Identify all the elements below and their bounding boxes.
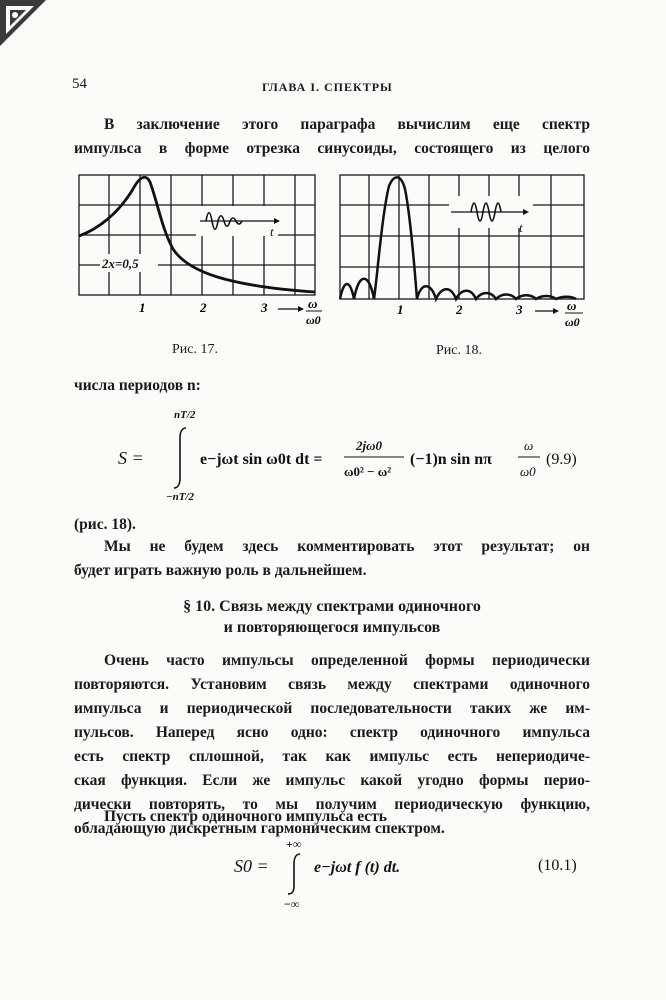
eq-rhs-num: 2jω0 bbox=[356, 438, 383, 453]
text-line: ская функция. Если же импульс какой угодно формы перио- bbox=[74, 772, 590, 789]
integral-sign bbox=[288, 854, 300, 894]
heading-line: § 10. Связь между спектрами одиночного bbox=[183, 598, 481, 615]
fig-ref-line bbox=[74, 513, 590, 537]
eq-integrand: e−jωt sin ω0t dt = bbox=[200, 451, 323, 468]
axis-label-num: ω bbox=[567, 298, 577, 313]
comment-paragraph bbox=[74, 535, 590, 583]
equation-9-9 bbox=[74, 398, 590, 508]
eq-upper-limit: nT/2 bbox=[174, 409, 196, 421]
eq-rhs-den: ω0² − ω² bbox=[344, 464, 392, 479]
eq-rhs-mid: (−1)n sin nπ bbox=[410, 451, 492, 468]
tick-label: 1 bbox=[139, 300, 146, 315]
text-line: Пусть спектр одиночного импульса есть bbox=[104, 808, 387, 825]
eq-lower-limit: −∞ bbox=[284, 897, 300, 911]
fig17-annotation: 2x=0,5 bbox=[102, 256, 139, 271]
eq-lower-limit: −nT/2 bbox=[166, 491, 195, 503]
integral-sign bbox=[174, 428, 186, 488]
axis-label-den: ω0 bbox=[306, 313, 321, 327]
text-line: обладающую дискретным гармоническим спектром. bbox=[74, 820, 445, 837]
text-line: Мы не будем здесь комментировать этот результат; он bbox=[104, 538, 590, 555]
equation-10-1 bbox=[74, 832, 590, 912]
eq-lhs: S0 = bbox=[234, 856, 269, 876]
text-line: числа периодов n: bbox=[74, 377, 201, 394]
eq-frac-num: ω bbox=[524, 438, 534, 453]
text-line: импульса в форме отрезка синусоиды, состоящего из целого bbox=[74, 140, 590, 157]
tick-label: 3 bbox=[261, 300, 268, 315]
eq-upper-limit: +∞ bbox=[286, 837, 302, 851]
spectrum-curve bbox=[340, 177, 576, 299]
section-heading bbox=[74, 596, 590, 638]
tick-label: 2 bbox=[200, 300, 207, 315]
page-number: 54 bbox=[72, 76, 87, 92]
inset-axis-label: t bbox=[519, 220, 523, 235]
tick-label: 2 bbox=[456, 302, 463, 317]
axis-label-num: ω bbox=[308, 296, 318, 311]
text-line: (рис. 18). bbox=[74, 516, 136, 533]
text-line: пульсов. Наперед ясно одно: спектр одиночного импульса bbox=[74, 724, 590, 741]
text-line: дически повторять, то мы получим периодическую функцию, bbox=[74, 796, 590, 813]
figure-17 bbox=[78, 174, 326, 334]
intro-paragraph bbox=[74, 113, 590, 161]
corner-ornament bbox=[0, 0, 48, 48]
tick-label: 1 bbox=[397, 302, 404, 317]
fig17-caption: Рис. 17. bbox=[172, 342, 218, 357]
text-line: Очень часто импульсы определенной формы периодически bbox=[104, 652, 590, 669]
figure-18 bbox=[339, 174, 589, 334]
text-line: есть спектр сплошной, так как импульс есть непериодиче- bbox=[74, 748, 590, 765]
fig18-caption: Рис. 18. bbox=[436, 343, 482, 358]
after-figs-line bbox=[74, 374, 590, 398]
last-paragraph bbox=[74, 805, 590, 829]
eq-number: (10.1) bbox=[538, 857, 577, 874]
tick-label: 3 bbox=[516, 302, 523, 317]
text-line: В заключение этого параграфа вычислим еще спектр bbox=[104, 116, 590, 133]
heading-line: и повторяющегося импульсов bbox=[223, 619, 441, 636]
text-line: импульса и периодической последовательности таких же им- bbox=[74, 700, 590, 717]
text-line: будет играть важную роль в дальнейшем. bbox=[74, 562, 367, 579]
eq-frac-den: ω0 bbox=[520, 464, 536, 479]
eq-integrand: e−jωt f (t) dt. bbox=[314, 859, 401, 876]
inset-axis-label: t bbox=[270, 224, 274, 239]
eq-number: (9.9) bbox=[546, 451, 577, 468]
axis-label-den: ω0 bbox=[565, 315, 580, 329]
eq-lhs: S = bbox=[118, 448, 144, 468]
running-head: ГЛАВА I. СПЕКТРЫ bbox=[262, 80, 393, 94]
text-line: повторяются. Установим связь между спектрами одиночного bbox=[74, 676, 590, 693]
